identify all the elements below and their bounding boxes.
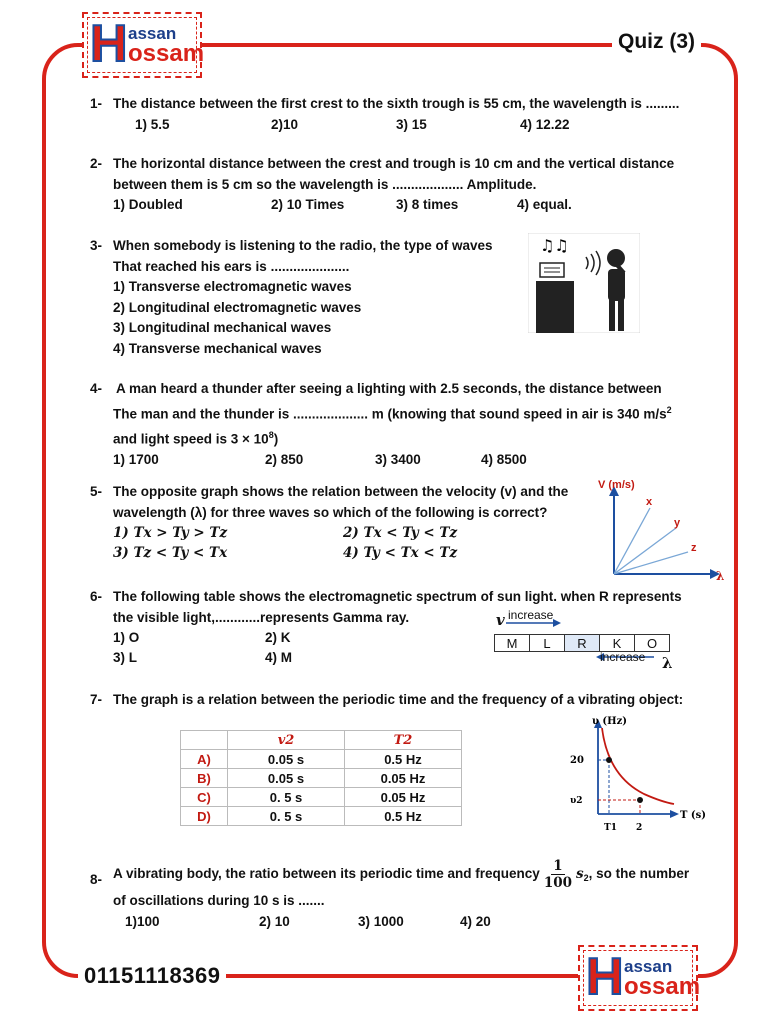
question-7-text: The graph is a relation between the periodic time and the frequency of a vibrating object: [113,692,684,707]
option[interactable]: 3) Tz < Ty < Tx [113,545,228,561]
option[interactable]: 1) O [113,630,140,645]
spectrum-cell: O [635,635,670,652]
option[interactable]: 4) equal. [517,197,572,212]
col-header-t2: T2 [345,731,462,750]
question-7: 7- The graph is a relation between the periodic time and the frequency of a vibrating object: [90,690,730,711]
question-1-options [113,115,730,135]
question-5-options-row1 [113,523,600,543]
question-8-line1: A vibrating body, the ratio between its periodic time and frequency 1 100 s $_2$ , so the number [113,858,690,891]
option[interactable]: 1)100 [125,913,160,929]
spectrum-top-arrow [506,618,562,628]
spectrum-bottom-symbol: λ [662,654,673,672]
question-8-options [113,912,740,932]
bottom-logo: H assan ossam [578,945,698,1011]
option[interactable]: 2) 10 Times [271,197,345,212]
option[interactable]: 4) Ty < Tx < Tz [343,545,458,561]
graph-y-label: V (m/s) [598,479,635,491]
graph-y-label: υ (Hz) [592,716,628,727]
question-2-line2: between them is 5 cm so the wavelength is ................... Amplitude. [113,176,537,192]
graph-x-label: λ [716,569,725,583]
question-2: 2- The horizontal distance between the crest and trough is 10 cm and the vertical distance between them is 5 cm so the wavelength is ................... Amplitude. 1) Doubled 2) 10 Times 3) 8 times 4) equal. [90,154,730,215]
question-3-line1: When somebody is listening to the radio, the type of waves [113,238,493,253]
top-logo: H assan ossam [82,12,202,78]
spectrum-cell: M [495,635,530,652]
table-row[interactable]: D) 0. 5 s 0.5 Hz [181,807,462,826]
option[interactable]: 3) 1000 [358,913,404,929]
velocity-wavelength-graph [590,476,730,586]
question-4-line2: The man and the thunder is .................... m (knowing that sound speed in air is 340 $m/s^2$ [113,404,672,421]
option[interactable]: 4) 20 [460,913,491,929]
option[interactable]: 1) Transverse electromagnetic waves [113,279,352,294]
option[interactable]: 3) L [113,650,138,665]
spectrum-cell: L [530,635,565,652]
y-tick: 20 [570,755,584,766]
x-tick: 2 [636,823,643,833]
question-5-line2: wavelength (λ) for three waves so which of the following is correct? [113,504,548,520]
phone-number: 01151118369 [78,963,226,989]
line-label: x [646,496,653,508]
spectrum-cell: K [600,635,635,652]
x-tick: T1 [604,823,617,833]
question-6-line1: The following table shows the electromagnetic spectrum of sun light. when R represents [113,589,682,604]
question-6-line2: the visible light,............represents Gamma ray. [113,609,410,625]
option[interactable]: 2) K [265,630,291,645]
option[interactable]: 2)10 [271,116,299,132]
spectrum-top-symbol: v [496,611,505,629]
question-6: 6- The following table shows the electromagnetic spectrum of sun light. when R represents the visible light,............represents Gamma ray. 1) O 2) K 3) L 4) M [90,587,730,668]
option[interactable]: 1) Doubled [113,197,183,212]
question-7-table [180,730,462,826]
question-4-line3: and light speed is $3 \times 10^8$) [113,429,279,446]
option[interactable]: 4) 12.22 [520,116,570,132]
option[interactable]: 4) Transverse mechanical waves [113,340,322,356]
table-row[interactable]: B) 0.05 s 0.05 Hz [181,769,462,788]
option[interactable]: 3) 8 times [396,197,459,212]
question-2-options [113,195,730,215]
line-label: z [691,542,697,554]
question-8: 8- A vibrating body, the ratio between its periodic time and frequency 1 100 s $_2$ , so the number of oscillations during 10 s is ....... 1)100 2) 10 3) 1000 4) 20 [90,858,740,932]
option[interactable]: 3) 3400 [375,451,421,467]
question-5: 5- The opposite graph shows the relation between the velocity (v) and the wavelength (λ) for three waves so which of the following is correct? 1) Tx > Ty > Tz 2) Tx < Ty < Tz 3) Tz < Ty < Tx 4) Ty < Tx < Tz [90,482,600,563]
graph-x-label: T (s) [680,810,707,821]
spectrum-cell: R [565,635,600,652]
question-3: 3- When somebody is listening to the radio, the type of waves That reached his ears is ..................... 1) Transverse electromagnetic waves 2) Longitudinal electromagnetic waves 3) Longitudinal mechanical waves 4) Transverse mechanical waves [90,236,530,359]
option[interactable]: 2) 10 [259,913,290,929]
question-1-text: The distance between the first crest to the sixth trough is 55 cm, the wavelength is ......... [113,96,680,111]
question-8-line2: of oscillations during 10 s is ....... [113,893,325,908]
question-4-options [113,450,730,470]
y-tick: υ2 [570,796,583,806]
spectrum-bottom-label: increase [600,650,646,664]
table-row[interactable]: C) 0. 5 s 0.05 Hz [181,788,462,807]
col-header-v2: v2 [228,731,345,750]
option[interactable]: 2) 850 [265,451,304,467]
option[interactable]: 2) Tx < Ty < Tz [343,525,458,541]
question-4-line1: A man heard a thunder after seeing a lighting with 2.5 seconds, the distance between [116,381,662,396]
option[interactable]: 2) Longitudinal electromagnetic waves [113,299,362,315]
frequency-period-graph [562,714,712,838]
option[interactable]: 1) Tx > Ty > Tz [113,525,228,541]
option[interactable]: 1) 5.5 [135,116,170,132]
option[interactable]: 3) 15 [396,116,427,132]
fraction: 1 100 [543,858,573,891]
line-label: y [674,517,681,529]
question-5-options-row2 [113,543,600,563]
question-3-line2: That reached his ears is ..................... [113,258,350,274]
radio-listener-illustration [528,233,640,333]
table-row[interactable]: A) 0.05 s 0.5 Hz [181,750,462,769]
question-2-line1: The horizontal distance between the crest and trough is 10 cm and the vertical distance [113,156,675,171]
option[interactable]: 4) M [265,650,292,665]
svg-text:♫♫: ♫♫ [540,236,569,255]
option[interactable]: 4) 8500 [481,451,527,467]
spectrum-top-label: increase [508,608,554,622]
option[interactable]: 1) 1700 [113,451,159,467]
quiz-title: Quiz (3) [612,30,701,54]
question-1: 1- The distance between the first crest to the sixth trough is 55 cm, the wavelength is ......... 1) 5.5 2)10 3) 15 4) 12.22 [90,94,730,135]
question-4: 4- A man heard a thunder after seeing a lighting with 2.5 seconds, the distance between The man and the thunder is .................... m (knowing that sound speed in air is 340 $m/s^2$ and light speed is $3 \times 10^8$) 1) 1700 2) 850 3) 3400 4) 8500 [90,379,730,470]
question-5-line1: The opposite graph shows the relation between the velocity (v) and the [113,484,569,499]
option[interactable]: 3) Longitudinal mechanical waves [113,320,332,335]
